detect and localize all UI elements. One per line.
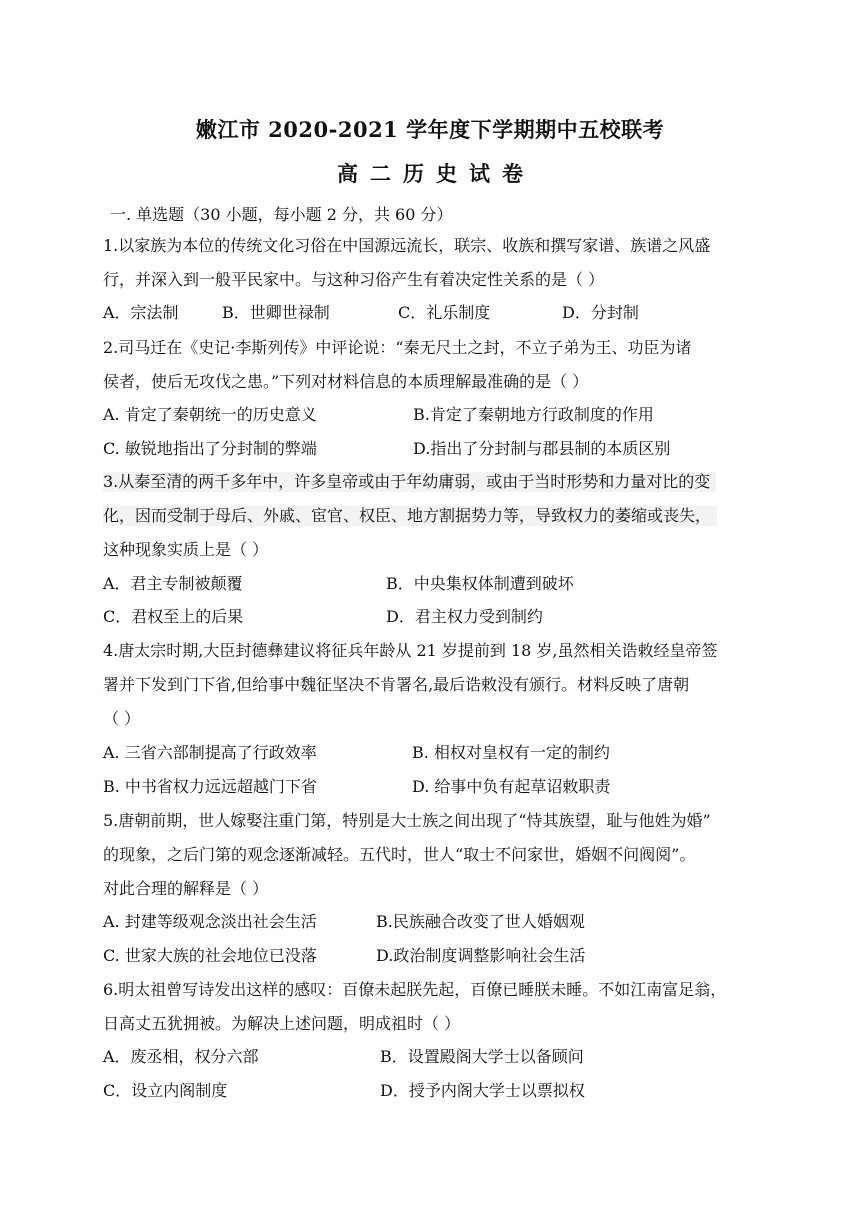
question-1-option-c: C．礼乐制度 bbox=[398, 303, 491, 322]
question-5-line-1: 5.唐朝前期，世人嫁娶注重门第，特别是大士族之间出现了“恃其族望，耻与他姓为婚” bbox=[103, 811, 711, 830]
question-1-option-d: D．分封制 bbox=[562, 303, 639, 322]
question-4-option-c: B. 中书省权力远远超越门下省 bbox=[103, 777, 317, 796]
exam-title: 嫩江市 2020-2021 学年度下学期期中五校联考 bbox=[195, 117, 665, 142]
question-4-option-d: D. 给事中负有起草诏敕职责 bbox=[412, 777, 611, 796]
question-5-option-b: B.民族融合改变了世人婚姻观 bbox=[376, 912, 585, 931]
question-4-option-b: B. 相权对皇权有一定的制约 bbox=[412, 743, 610, 762]
question-3-line-2: 化，因而受制于母后、外戚、宦官、权臣、地方割据势力等，导致权力的萎缩或丧失， bbox=[103, 506, 717, 526]
question-5-line-2: 的现象，之后门第的观念逐渐减轻。五代时，世人“取士不问家世，婚姻不问阀阅”。 bbox=[103, 845, 696, 864]
question-3-line-1: 3.从秦至清的两千多年中，许多皇帝或由于年幼庸弱，或由于当时形势和力量对比的变 bbox=[103, 472, 716, 492]
question-6-option-d: D．授予内阁大学士以票拟权 bbox=[380, 1081, 585, 1100]
question-2-line-2: 侯者，使后无攻伐之患。”下列对材料信息的本质理解最准确的是（ ） bbox=[103, 372, 589, 391]
question-2-option-b: B.肯定了秦朝地方行政制度的作用 bbox=[413, 405, 654, 424]
question-5-option-d: D.政治制度调整影响社会生活 bbox=[376, 946, 586, 965]
question-6-option-a: A．废丞相，权分六部 bbox=[103, 1047, 259, 1066]
question-4-option-a: A. 三省六部制提高了行政效率 bbox=[103, 743, 317, 762]
question-3-option-a: A．君主专制被颠覆 bbox=[103, 574, 243, 593]
question-6-option-b: B．设置殿阁大学士以备顾问 bbox=[380, 1047, 584, 1066]
question-4-line-2: 署并下发到门下省,但给事中魏征坚决不肯署名,最后诰敕没有颁行。材料反映了唐朝 bbox=[103, 675, 690, 694]
exam-subtitle: 高二历史试卷 bbox=[337, 161, 535, 186]
question-3-line-3: 这种现象实质上是（ ） bbox=[103, 540, 269, 559]
section-heading: 一. 单选题（30 小题，每小题 2 分，共 60 分） bbox=[110, 205, 453, 224]
question-1-option-b: B．世卿世禄制 bbox=[222, 303, 330, 322]
question-3-option-b: B．中央集权体制遭到破坏 bbox=[386, 574, 574, 593]
question-6-option-c: C．设立内阁制度 bbox=[103, 1081, 228, 1100]
question-5-option-c: C. 世家大族的社会地位已没落 bbox=[103, 946, 317, 965]
question-6-line-2: 日高丈五犹拥被。为解决上述问题，明成祖时（ ） bbox=[103, 1014, 461, 1033]
question-5-option-a: A. 封建等级观念淡出社会生活 bbox=[103, 912, 317, 931]
question-1-option-a: A．宗法制 bbox=[103, 303, 179, 322]
question-2-option-d: D.指出了分封制与郡县制的本质区别 bbox=[413, 439, 671, 458]
question-4-line-3: （ ） bbox=[103, 709, 141, 728]
question-2-option-a: A. 肯定了秦朝统一的历史意义 bbox=[103, 405, 317, 424]
question-2-line-1: 2.司马迁在《史记·李斯列传》中评论说：“秦无尺土之封，不立子弟为王、功臣为诸 bbox=[103, 338, 692, 357]
question-1-line-1: 1.以家族为本位的传统文化习俗在中国源远流长，联宗、收族和撰写家谱、族谱之风盛 bbox=[103, 236, 711, 255]
question-3-option-c: C．君权至上的后果 bbox=[103, 607, 244, 626]
question-4-line-1: 4.唐太宗时期,大臣封德彝建议将征兵年龄从 21 岁提前到 18 岁,虽然相关诰敕经皇帝签 bbox=[103, 641, 718, 660]
question-1-line-2: 行，并深入到一般平民家中。与这种习俗产生有着决定性关系的是（ ） bbox=[103, 270, 605, 289]
question-6-line-1: 6.明太祖曾写诗发出这样的感叹：百僚未起朕先起，百僚已睡朕未睡。不如江南富足翁， bbox=[103, 980, 727, 999]
question-3-option-d: D．君主权力受到制约 bbox=[386, 607, 543, 626]
question-5-line-3: 对此合理的解释是（ ） bbox=[103, 879, 269, 898]
question-2-option-c: C. 敏锐地指出了分封制的弊端 bbox=[103, 439, 317, 458]
